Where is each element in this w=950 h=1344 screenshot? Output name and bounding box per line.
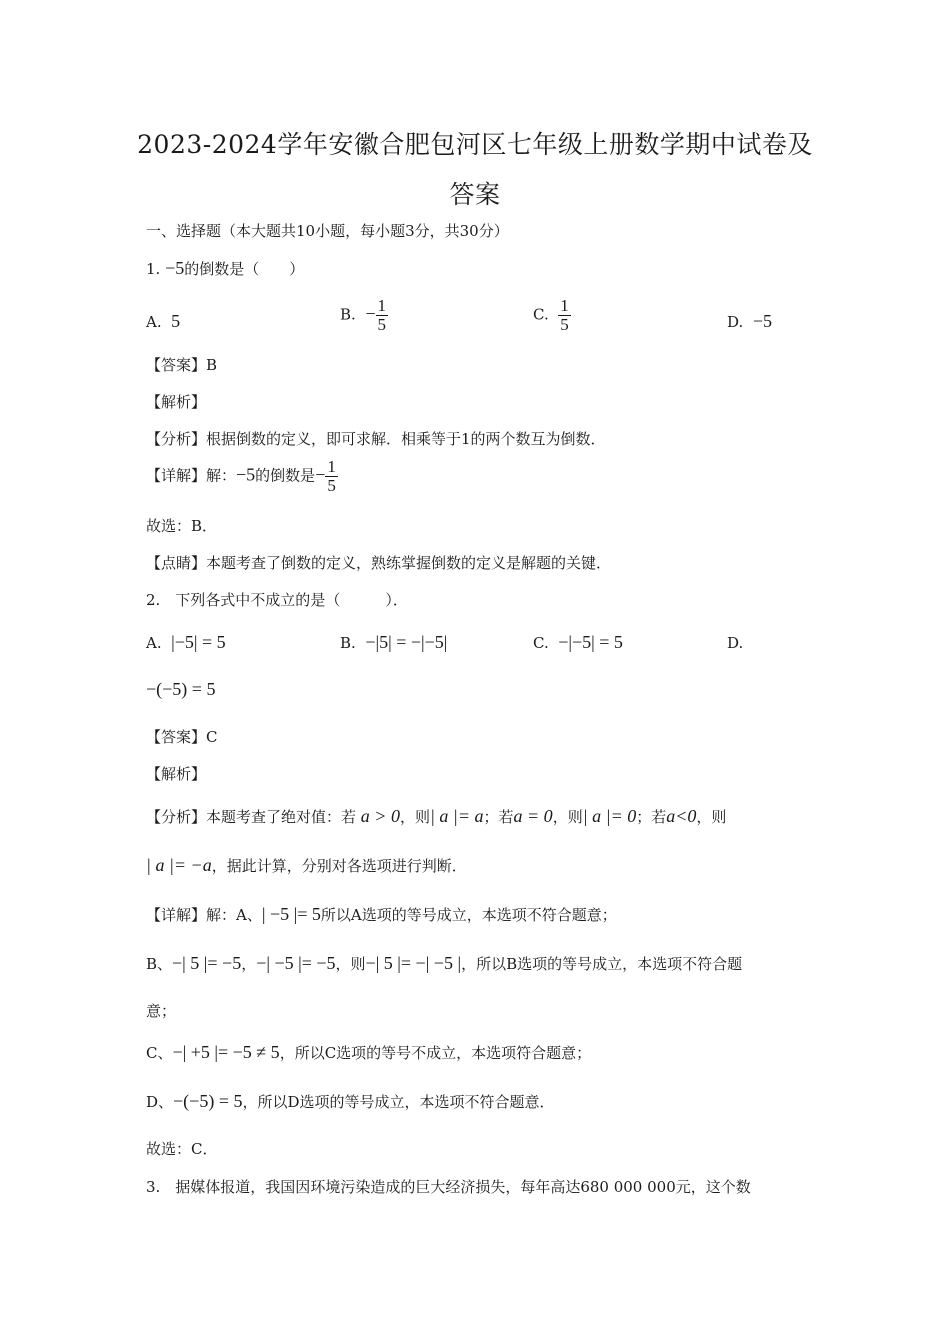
q2-option-c (533, 632, 623, 653)
q2-option-a-expr: |−5| = 5 (171, 632, 226, 652)
q2-choose: 故选：C． (146, 1140, 218, 1158)
q2-detail-d (146, 1091, 555, 1112)
q2-analysis-text-3: ；若 (483, 808, 514, 826)
q2-option-b-label: B. (340, 634, 356, 652)
q1-option-b-numerator: 1 (377, 296, 386, 315)
q1-option-c-label: C. (533, 305, 549, 324)
q2-detail-a-prefix: 【详解】解：A、 (146, 906, 262, 924)
q2-option-d-expr-line (146, 679, 215, 700)
q2-detail-d-expr: −(−5) = 5 (173, 1091, 243, 1111)
q1-detail-text: 的倒数是 (255, 466, 316, 485)
q2-analysis-cont (146, 855, 467, 876)
q1-jiexi: 【解析】 (146, 393, 207, 411)
q2-option-c-expr: −|−5| = 5 (558, 632, 623, 652)
q1-option-c (533, 297, 571, 334)
q2-option-d (727, 634, 743, 652)
q2-analysis-expr-1: a > 0 (360, 806, 400, 826)
q2-option-d-expr: −(−5) = 5 (146, 679, 216, 699)
q2-analysis-cont-expr: | a |= −a (146, 855, 212, 875)
q2-analysis-cont-text: ，据此计算，分别对各选项进行判断． (211, 857, 467, 875)
q2-detail-c-expr: −| +5 |= −5 ≠ 5 (172, 1042, 280, 1062)
q2-analysis (146, 806, 726, 827)
q2-detail-b-prefix: B、 (146, 955, 173, 973)
q2-option-d-label: D. (727, 634, 744, 652)
q1-analysis: 【分析】根据倒数的定义，即可求解．相乘等于1的两个数互为倒数． (146, 430, 606, 448)
q2-detail-c (146, 1042, 591, 1063)
q2-detail-b-expr-2: −| −5 |= −5 (256, 953, 336, 973)
q1-option-a-value: 5 (171, 311, 181, 331)
q2-analysis-text-6: ，则 (696, 808, 727, 826)
q1-detail-sign: − (315, 464, 326, 485)
q2-option-b-expr: −|5| = −|−5| (365, 632, 448, 652)
q2-analysis-text-4: ，则 (552, 808, 583, 826)
q1-choose: 故选：B． (146, 517, 218, 535)
q2-option-a (146, 632, 226, 653)
doc-title-line2: 答案 (449, 180, 501, 209)
q1-detail-expr: −5 (236, 464, 256, 485)
q2-detail-d-prefix: D、 (146, 1093, 174, 1111)
q2-detail-b-cont: 意； (146, 1002, 177, 1020)
q1-option-b-label: B. (340, 305, 356, 324)
q1-option-a-label: A. (146, 313, 162, 331)
q2-detail-c-text: ，所以C选项的等号不成立，本选项符合题意； (279, 1044, 592, 1062)
q2-analysis-expr-2: | a |= a (429, 806, 484, 826)
q2-stem: 2. 下列各式中不成立的是（ ）． (146, 591, 408, 609)
q2-analysis-expr-3: a = 0 (513, 806, 553, 826)
q1-option-c-numerator: 1 (560, 296, 569, 315)
q2-detail-b-sep: ， (241, 955, 257, 973)
q1-detail-numerator: 1 (327, 457, 336, 476)
q2-detail-b (146, 953, 742, 974)
q1-detail-prefix: 【详解】解： (146, 466, 237, 485)
q2-analysis-expr-4: | a |= 0 (582, 806, 637, 826)
q1-option-d-value: −5 (752, 311, 772, 331)
q1-detail-denominator: 5 (327, 475, 336, 495)
q2-detail-b-expr-1: −| 5 |= −5 (172, 953, 242, 973)
q1-detail-fraction (325, 458, 338, 495)
q1-stem (146, 258, 304, 279)
q1-option-b-sign: − (365, 303, 376, 324)
q2-detail-b-text-1: ，则 (335, 955, 366, 973)
q2-detail-b-expr-3: −| 5 |= −| −5 | (365, 953, 462, 973)
q1-option-d (727, 311, 772, 332)
q2-jiexi: 【解析】 (146, 765, 207, 783)
q2-option-b (340, 632, 447, 653)
q1-option-c-denominator: 5 (560, 314, 569, 334)
q1-expr: −5 (165, 258, 185, 278)
q1-answer: 【答案】B (146, 356, 218, 374)
section-heading: 一、选择题（本大题共10小题，每小题3分，共30分） (146, 222, 509, 240)
q2-analysis-expr-5: a<0 (666, 806, 697, 826)
q1-comment: 【点睛】本题考查了倒数的定义，熟练掌握倒数的定义是解题的关键． (146, 554, 612, 572)
q2-option-a-label: A. (146, 634, 162, 652)
q1-number: 1. (146, 260, 161, 278)
q2-answer: 【答案】C (146, 728, 218, 746)
q2-option-c-label: C. (533, 634, 549, 652)
q2-detail-b-text-2: ，所以B选项的等号成立，本选项不符合题 (461, 955, 743, 973)
doc-title-line1: 2023-2024学年安徽合肥包河区七年级上册数学期中试卷及 (137, 130, 813, 159)
q1-option-c-fraction (558, 297, 571, 334)
q2-detail-a-expr: | −5 |= 5 (261, 904, 321, 924)
q2-analysis-text-1: 【分析】本题考查了绝对值：若 (146, 808, 357, 826)
q1-option-b-denominator: 5 (377, 314, 386, 334)
q1-detail (146, 458, 338, 495)
q2-detail-c-prefix: C、 (146, 1044, 173, 1062)
q2-analysis-text-5: ；若 (636, 808, 667, 826)
q3-stem: 3. 据媒体报道，我国因环境污染造成的巨大经济损失，每年高达680 000 000元，这个数 (146, 1178, 751, 1196)
q2-detail-d-text: ，所以D选项的等号成立，本选项不符合题意． (242, 1093, 555, 1111)
q1-option-b-fraction (376, 297, 389, 334)
q1-option-d-label: D. (727, 313, 744, 331)
q2-analysis-text-2: ，则 (399, 808, 430, 826)
q1-option-a (146, 311, 180, 332)
q2-detail-a-text: 所以A选项的等号成立，本选项不符合题意； (320, 906, 617, 924)
q2-detail-a (146, 904, 617, 925)
q1-text: 的倒数是（ ） (184, 260, 305, 278)
q1-option-b (340, 297, 388, 334)
